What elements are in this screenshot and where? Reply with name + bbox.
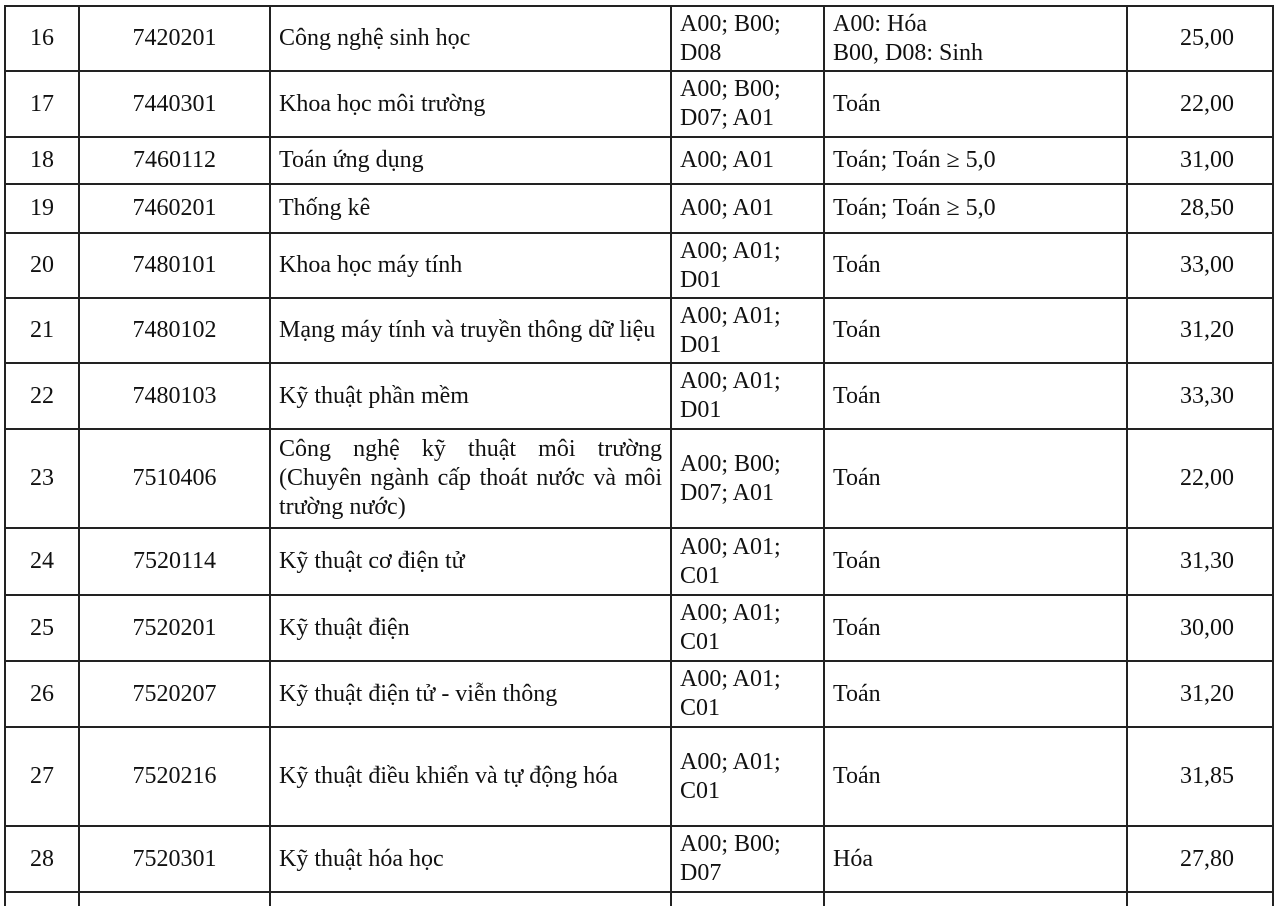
priority-subject-cell: Toán	[824, 363, 1127, 429]
priority-subject-cell: Toán	[824, 298, 1127, 363]
subject-combinations-cell: A00; A01; D01	[671, 363, 824, 429]
table-row	[5, 6, 1273, 71]
empty-cell	[79, 892, 270, 906]
major-name-cell: Kỹ thuật điện tử - viễn thông	[270, 661, 671, 727]
priority-subject-cell: Toán	[824, 429, 1127, 528]
major-name-cell: Kỹ thuật cơ điện tử	[270, 528, 671, 595]
priority-subject-cell: Toán	[824, 528, 1127, 595]
major-code-cell: 7480103	[79, 363, 270, 429]
table-row	[5, 826, 1273, 892]
admission-scores-table	[4, 5, 1274, 906]
row-number-cell: 20	[5, 233, 79, 298]
major-code-cell: 7520201	[79, 595, 270, 661]
major-name-cell: Khoa học môi trường	[270, 71, 671, 137]
subject-combinations-cell: A00; A01; C01	[671, 661, 824, 727]
major-code-cell: 7520301	[79, 826, 270, 892]
admission-score-cell: 27,80	[1127, 826, 1273, 892]
priority-subject-cell: Toán	[824, 71, 1127, 137]
next-row-edge	[5, 892, 1273, 906]
major-name-cell: Kỹ thuật phần mềm	[270, 363, 671, 429]
admission-score-cell: 28,50	[1127, 184, 1273, 233]
admission-score-cell: 33,00	[1127, 233, 1273, 298]
admission-score-cell: 22,00	[1127, 71, 1273, 137]
row-number-cell: 28	[5, 826, 79, 892]
empty-cell	[824, 892, 1127, 906]
table-row	[5, 184, 1273, 233]
major-code-cell: 7460201	[79, 184, 270, 233]
table-row	[5, 528, 1273, 595]
admission-score-cell: 31,20	[1127, 661, 1273, 727]
row-number-cell: 27	[5, 727, 79, 826]
major-code-cell: 7510406	[79, 429, 270, 528]
subject-combinations-cell: A00; B00; D08	[671, 6, 824, 71]
row-number-cell: 19	[5, 184, 79, 233]
priority-subject-cell: Toán	[824, 661, 1127, 727]
subject-combinations-cell: A00; A01; D01	[671, 233, 824, 298]
row-number-cell: 21	[5, 298, 79, 363]
empty-cell	[1127, 892, 1273, 906]
priority-subject-cell: Hóa	[824, 826, 1127, 892]
admission-score-cell: 31,00	[1127, 137, 1273, 184]
subject-combinations-cell: A00; B00; D07; A01	[671, 429, 824, 528]
major-code-cell: 7520216	[79, 727, 270, 826]
major-code-cell: 7520207	[79, 661, 270, 727]
table-row	[5, 298, 1273, 363]
major-name-cell: Khoa học máy tính	[270, 233, 671, 298]
row-number-cell: 18	[5, 137, 79, 184]
major-code-cell: 7480101	[79, 233, 270, 298]
major-code-cell: 7420201	[79, 6, 270, 71]
subject-combinations-cell: A00; A01; C01	[671, 528, 824, 595]
row-number-cell: 26	[5, 661, 79, 727]
table-row	[5, 429, 1273, 528]
admission-score-cell: 31,30	[1127, 528, 1273, 595]
empty-cell	[671, 892, 824, 906]
table-row	[5, 233, 1273, 298]
admission-score-cell: 30,00	[1127, 595, 1273, 661]
subject-combinations-cell: A00; A01	[671, 137, 824, 184]
admission-score-cell: 33,30	[1127, 363, 1273, 429]
priority-subject-cell: A00: Hóa B00, D08: Sinh	[824, 6, 1127, 71]
subject-combinations-cell: A00; A01	[671, 184, 824, 233]
subject-combinations-cell: A00; A01; C01	[671, 595, 824, 661]
priority-subject-cell: Toán; Toán ≥ 5,0	[824, 184, 1127, 233]
table-row	[5, 363, 1273, 429]
table-row	[5, 595, 1273, 661]
table-row	[5, 661, 1273, 727]
row-number-cell: 17	[5, 71, 79, 137]
row-number-cell: 23	[5, 429, 79, 528]
major-name-cell: Mạng máy tính và truyền thông dữ liệu	[270, 298, 671, 363]
priority-subject-cell: Toán; Toán ≥ 5,0	[824, 137, 1127, 184]
row-number-cell: 16	[5, 6, 79, 71]
admission-score-cell: 31,20	[1127, 298, 1273, 363]
priority-subject-cell: Toán	[824, 727, 1127, 826]
row-number-cell: 24	[5, 528, 79, 595]
subject-combinations-cell: A00; A01; D01	[671, 298, 824, 363]
major-name-cell: Công nghệ kỹ thuật môi trường (Chuyên ngành cấp thoát nước và môi trường nước)	[270, 429, 671, 528]
major-name-cell: Toán ứng dụng	[270, 137, 671, 184]
major-name-cell: Kỹ thuật điều khiển và tự động hóa	[270, 727, 671, 826]
major-name-cell: Thống kê	[270, 184, 671, 233]
major-code-cell: 7460112	[79, 137, 270, 184]
empty-cell	[5, 892, 79, 906]
subject-combinations-cell: A00; A01; C01	[671, 727, 824, 826]
major-code-cell: 7480102	[79, 298, 270, 363]
major-name-cell: Kỹ thuật điện	[270, 595, 671, 661]
subject-combinations-cell: A00; B00; D07	[671, 826, 824, 892]
major-name-cell: Kỹ thuật hóa học	[270, 826, 671, 892]
row-number-cell: 25	[5, 595, 79, 661]
row-number-cell: 22	[5, 363, 79, 429]
major-name-cell: Công nghệ sinh học	[270, 6, 671, 71]
priority-subject-cell: Toán	[824, 233, 1127, 298]
priority-subject-cell: Toán	[824, 595, 1127, 661]
admission-score-cell: 25,00	[1127, 6, 1273, 71]
subject-combinations-cell: A00; B00; D07; A01	[671, 71, 824, 137]
empty-cell	[270, 892, 671, 906]
table-row	[5, 71, 1273, 137]
admission-score-cell: 22,00	[1127, 429, 1273, 528]
table-row	[5, 137, 1273, 184]
major-code-cell: 7440301	[79, 71, 270, 137]
admission-score-cell: 31,85	[1127, 727, 1273, 826]
major-code-cell: 7520114	[79, 528, 270, 595]
table-row	[5, 727, 1273, 826]
